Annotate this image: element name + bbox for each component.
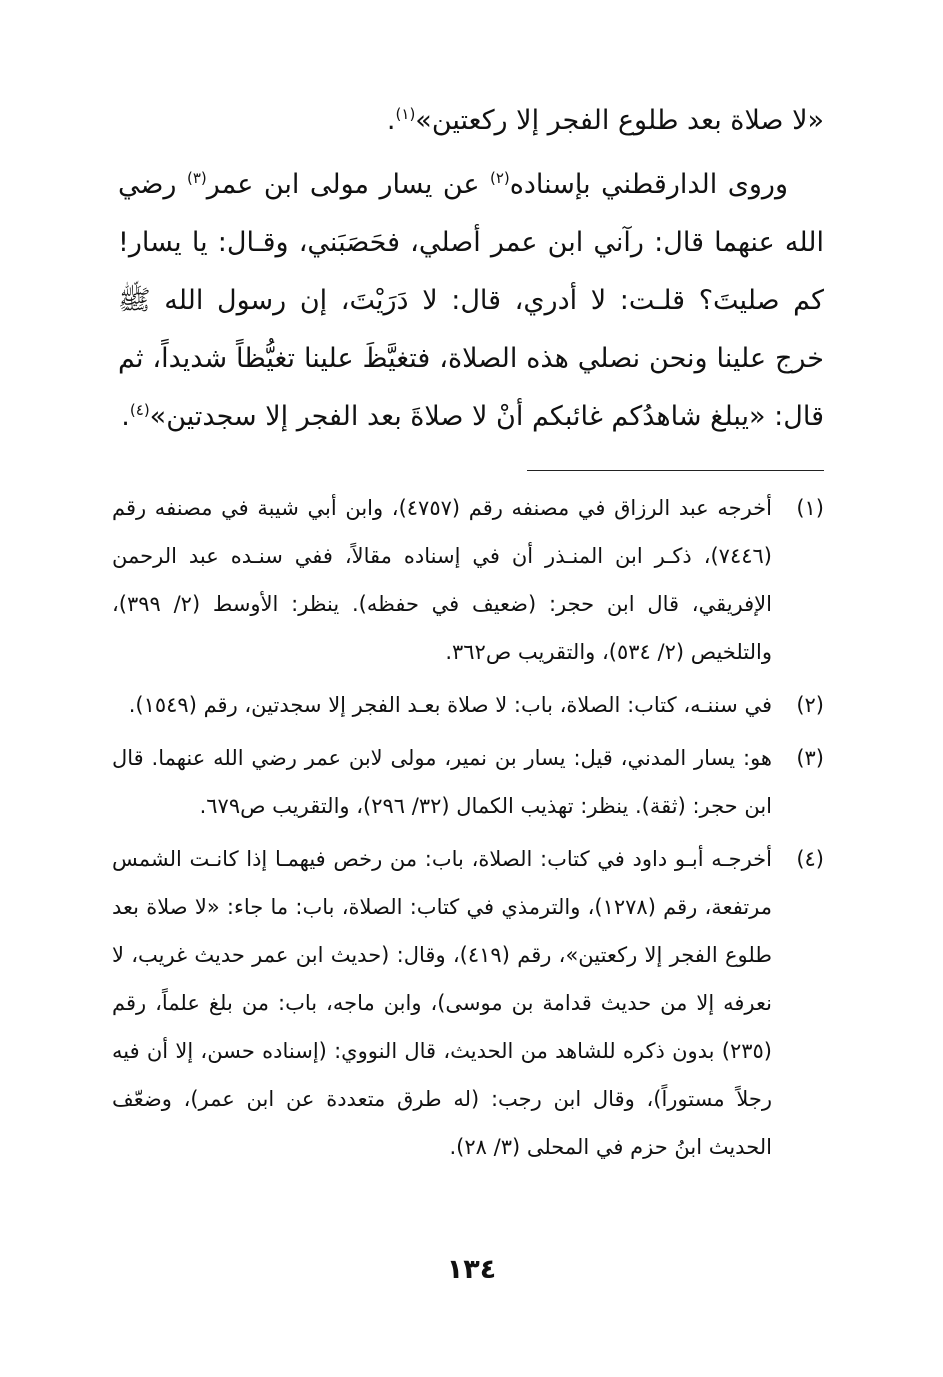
- footnote-text: في سننـه، كتاب: الصلاة، باب: لا صلاة بعـد الفجر إلا سجدتين، رقم (١٥٤٩).: [128, 693, 772, 717]
- paragraph-2-part-a: وروى الدارقطني بإسناده: [509, 169, 788, 200]
- footnote-text: أخرجـه أبـو داود في كتاب: الصلاة، باب: من رخص فيهمـا إذا كانـت الشمس مرتفعة، رقم (١٢٧٨)، والترمذي في كتاب: الصلاة، باب: ما جاء: «لا صلاة بعد طلوع الفجر إلا ركعتين»، رقم (٤١٩)، وقال: (حديث ابن عمر حديث غريب، لا نعرفه إلا من حديث قدامة بن موسى)، وابن ماجه، باب: من بلغ علماً، رقم (٢٣٥) بدون ذكره للشاهد من الحديث، قال النووي: (إسناده حسن، إلا أن فيه رجلاً مستوراً)، وقال ابن رجب: (له طرق متعددة عن ابن عمر)، وضعّف الحديث ابنُ حزم في المحلى (٣/ ٢٨).: [112, 847, 773, 1159]
- footnote-text: هو: يسار المدني، قيل: يسار بن نمير، مولى لابن عمر رضي الله عنهما. قال ابن حجر: (ثقة). ينظر: تهذيب الكمال (٣٢/ ٢٩٦)، والتقريب ص٦٧٩.: [112, 746, 772, 818]
- footnote-number: (٢): [796, 693, 824, 717]
- footnote-1: [112, 484, 824, 676]
- paragraph-1-end: .: [386, 105, 396, 136]
- paragraph-2-part-c: رضي الله عنهما قال: رآني ابن عمر أصلي، فحَصَبَني، وقـال: يا يسار! كم صليتَ؟ قلـت: لا أدري، قال: لا دَرَيْتَ، إن رسول الله ﷺ خرج علينا ونحن نصلي هذه الصلاة، فتغيَّظَ علينا تغيُّظاً شديداً، ثم قال: «يبلغ شاهدُكم غائبكم أنْ لا صلاةَ بعد الفجر إلا سجدتين»: [118, 169, 824, 432]
- footnote-text: أخرجه عبد الرزاق في مصنفه رقم (٤٧٥٧)، وابن أبي شيبة في مصنفه رقم (٧٤٤٦)، ذكـر ابن المنـذر أن في إسناده مقالاً، ففي سنـده عبد الرحمن الإفريقي، قال ابن حجر: (ضعيف في حفظه). ينظر: الأوسط (٢/ ٣٩٩)، والتلخيص (٢/ ٥٣٤)، والتقريب ص٣٦٢.: [112, 496, 773, 664]
- footnote-ref-3: (٣): [186, 169, 207, 187]
- page-number: ١٣٤: [446, 1254, 497, 1285]
- footnote-ref-2: (٢): [489, 169, 510, 187]
- main-text: [118, 92, 824, 446]
- paragraph-2-end: .: [121, 401, 130, 432]
- footnote-4: [112, 835, 824, 1171]
- paragraph-1-text: «لا صلاة بعد طلوع الفجر إلا ركعتين»: [415, 105, 824, 136]
- footnote-ref-4: (٤): [129, 401, 150, 419]
- footnote-divider: [527, 470, 824, 471]
- footnote-number: (٣): [796, 746, 824, 770]
- footnote-3: [112, 734, 824, 830]
- paragraph-2-part-b: عن يسار مولى ابن عمر: [206, 169, 490, 200]
- footnote-number: (٤): [796, 847, 824, 871]
- footnotes: [112, 484, 824, 1176]
- paragraph-1: [118, 92, 824, 150]
- footnote-ref-1: (١): [395, 105, 416, 123]
- paragraph-2: [118, 156, 824, 446]
- footnote-2: [112, 681, 824, 729]
- footnote-number: (١): [796, 496, 824, 520]
